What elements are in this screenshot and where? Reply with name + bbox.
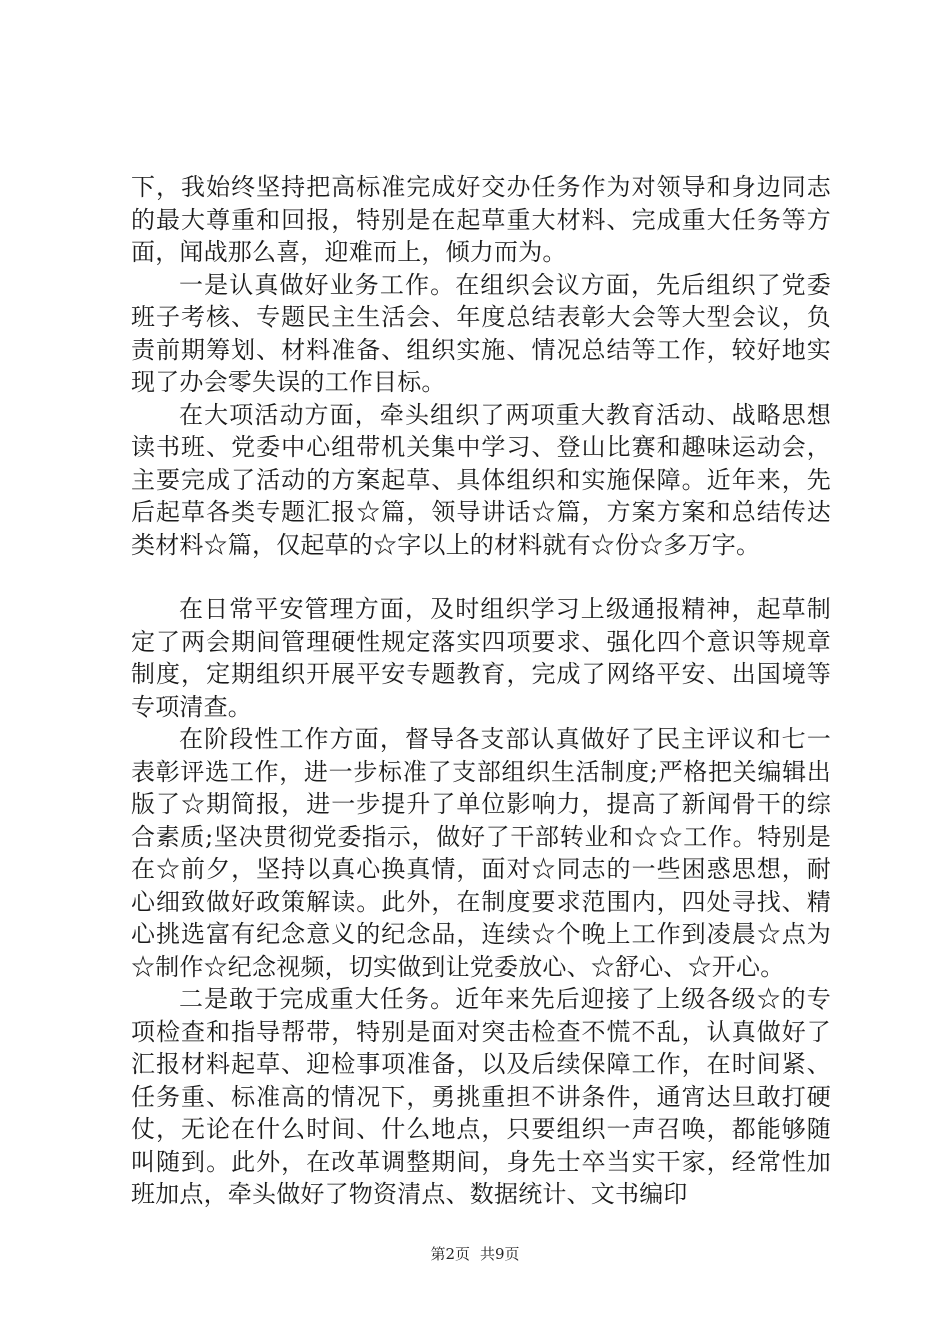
paragraph-business-work: 一是认真做好业务工作。在组织会议方面，先后组织了党委班子考核、专题民主生活会、年度总结表彰大会等大型会议，负责前期筹划、材料准备、组织实施、情况总结等工作，较好地实现了办会零失误的工作目标。 [131,270,831,396]
page-number: 第2页 [430,1245,470,1263]
page-total: 共9页 [480,1245,520,1263]
paragraph-daily-safety: 在日常平安管理方面，及时组织学习上级通报精神，起草制定了两会期间管理硬性规定落实四项要求、强化四个意识等规章制度，定期组织开展平安专题教育，完成了网络平安、出国境等专项清查。 [131,595,831,721]
paragraph-continuation: 下，我始终坚持把高标准完成好交办任务作为对领导和身边同志的最大尊重和回报，特别是在起草重大材料、完成重大任务等方面，闻战那么喜，迎难而上，倾力而为。 [131,173,831,266]
paragraph-major-activities: 在大项活动方面，牵头组织了两项重大教育活动、战略思想读书班、党委中心组带机关集中学习、登山比赛和趣味运动会，主要完成了活动的方案起草、具体组织和实施保障。近年来，先后起草各类专题汇报☆篇，领导讲话☆篇，方案方案和总结传达类材料☆篇，仅起草的☆字以上的材料就有☆份☆多万字。 [131,400,831,559]
paragraph-major-tasks: 二是敢于完成重大任务。近年来先后迎接了上级各级☆的专项检查和指导帮带，特别是面对突击检查不慌不乱，认真做好了汇报材料起草、迎检事项准备，以及后续保障工作，在时间紧、任务重、标准高的情况下，勇挑重担不讲条件，通宵达旦敢打硬仗，无论在什么时间、什么地点，只要组织一声召唤，都能够随叫随到。此外，在改革调整期间，身先士卒当实干家，经常性加班加点，牵头做好了物资清点、数据统计、文书编印 [131,985,831,1208]
paragraph-phase-work: 在阶段性工作方面，督导各支部认真做好了民主评议和七一表彰评选工作，进一步标准了支部组织生活制度;严格把关编辑出版了☆期简报，进一步提升了单位影响力，提高了新闻骨干的综合素质;坚决贯彻党委指示，做好了干部转业和☆☆工作。特别是在☆前夕，坚持以真心换真情，面对☆同志的一些困惑思想，耐心细致做好政策解读。此外，在制度要求范围内，四处寻找、精心挑选富有纪念意义的纪念品，连续☆个晚上工作到凌晨☆点为☆制作☆纪念视频，切实做到让党委放心、☆舒心、☆开心。 [131,725,831,981]
page-footer [0,1244,950,1264]
document-body [131,171,831,1211]
